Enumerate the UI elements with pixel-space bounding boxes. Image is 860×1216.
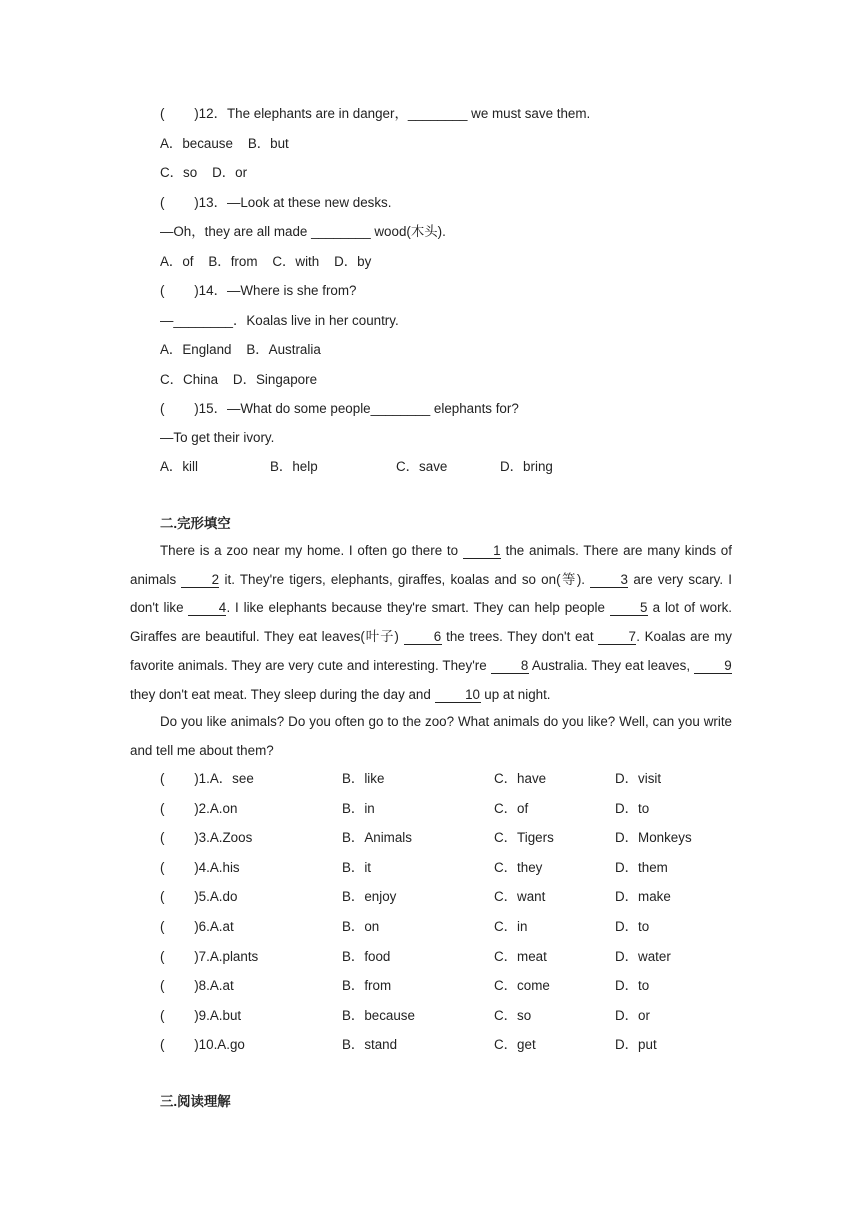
cloze-option-c: C．so (494, 1007, 532, 1023)
cloze-option-b: B．food (342, 948, 391, 964)
cloze-text: the trees. They don't eat (441, 629, 599, 645)
cloze-option-d: D．them (615, 859, 668, 875)
cloze-blank: 8 (491, 659, 529, 674)
cloze-option-b: B．on (342, 919, 380, 934)
question-15-option-b: B．help (270, 459, 318, 474)
cloze-option-c: C．want (494, 889, 546, 905)
cloze-option-d: D．to (615, 978, 650, 994)
cloze-question-stem: ( )9.A.but (160, 1007, 242, 1023)
question-12-stem: ( )12．The elephants are in danger，________ we must save them. (160, 106, 591, 121)
question-15-option-d: D．bring (500, 459, 553, 474)
cloze-option-c: C．get (494, 1037, 536, 1053)
cloze-option-c: C．of (494, 800, 529, 816)
cloze-blank: 7 (598, 630, 636, 645)
cloze-text: it. They're tigers, elephants, giraffes, koalas and so on(等). (219, 571, 591, 587)
question-14-reply: —________．Koalas live in her country. (160, 313, 399, 328)
cloze-option-c: C．meat (494, 948, 547, 964)
cloze-option-b: B．Animals (342, 830, 412, 846)
cloze-option-d: D．put (615, 1037, 657, 1053)
cloze-text: a lot of work. Giraffes are beautiful. They eat leaves(叶子) (130, 600, 732, 645)
cloze-question-stem: ( )2.A.on (160, 800, 238, 816)
cloze-blank: 1 (463, 544, 501, 559)
cloze-option-b: B．it (342, 859, 372, 875)
cloze-text: . Koalas are my favorite animals. They are very cute and interesting. They're (130, 629, 733, 673)
cloze-text: . I like elephants because they're smart. They can help people (226, 600, 610, 616)
question-12-options-cd: C．so D．or (160, 165, 248, 180)
cloze-option-c: C．Tigers (494, 830, 554, 846)
question-13-reply: —Oh，they are all made ________ wood(木头). (160, 224, 446, 239)
cloze-option-c: C．have (494, 771, 547, 786)
cloze-blank: 6 (404, 630, 442, 645)
question-13-options: A．of B．from C．with D．by (160, 254, 372, 269)
cloze-blank: 3 (590, 573, 628, 588)
cloze-option-d: D．or (615, 1007, 650, 1023)
question-15-option-c: C．save (396, 459, 448, 474)
cloze-question-stem: ( )7.A.plants (160, 948, 259, 964)
cloze-passage-paragraph-2: Do you like animals? Do you often go to the zoo? What animals do you like? Well, can you write and tell me about them? (130, 714, 732, 758)
cloze-option-d: D．Monkeys (615, 830, 692, 846)
cloze-text: they don't eat meat. They sleep during the day and (130, 686, 435, 702)
cloze-text: up at night. (480, 686, 551, 702)
cloze-blank: 5 (610, 601, 648, 616)
section-3-heading: 三.阅读理解 (160, 1094, 231, 1109)
cloze-option-b: B．like (342, 771, 385, 786)
cloze-option-c: C．come (494, 978, 550, 994)
cloze-question-stem: ( )8.A.at (160, 978, 234, 994)
question-15-option-a: A．kill (160, 459, 198, 474)
question-13-stem: ( )13．—Look at these new desks. (160, 195, 392, 210)
cloze-option-d: D．to (615, 800, 650, 816)
question-14-stem: ( )14．—Where is she from? (160, 283, 357, 298)
cloze-question-stem: ( )6.A.at (160, 919, 234, 934)
question-12-options-ab: A．because B．but (160, 136, 289, 151)
cloze-question-stem: ( )4.A.his (160, 859, 240, 875)
section-2-heading: 二.完形填空 (160, 516, 231, 531)
cloze-question-stem: ( )5.A.do (160, 889, 238, 905)
cloze-option-b: B．because (342, 1007, 415, 1023)
cloze-option-d: D．to (615, 919, 650, 934)
cloze-option-d: D．visit (615, 771, 662, 786)
cloze-blank: 10 (435, 688, 481, 703)
cloze-blank: 4 (188, 601, 226, 616)
cloze-option-b: B．in (342, 800, 375, 816)
cloze-text: the animals. There are many kinds of animals (130, 543, 732, 587)
cloze-question-stem: ( )1.A．see (160, 771, 254, 786)
cloze-option-c: C．in (494, 919, 528, 934)
question-15-stem: ( )15．—What do some people________ elephants for? (160, 401, 519, 416)
cloze-text: Australia. They eat leaves, (528, 657, 694, 673)
cloze-text: There is a zoo near my home. I often go there to (160, 543, 463, 558)
cloze-blank: 9 (694, 659, 732, 674)
cloze-option-b: B．stand (342, 1037, 398, 1053)
cloze-question-stem: ( )3.A.Zoos (160, 830, 253, 846)
cloze-blank: 2 (181, 573, 219, 588)
cloze-option-c: C．they (494, 859, 543, 875)
cloze-text: are very scary. I don't like (130, 571, 732, 616)
cloze-option-b: B．enjoy (342, 889, 397, 905)
cloze-option-b: B．from (342, 978, 392, 994)
cloze-question-stem: ( )10.A.go (160, 1037, 245, 1053)
cloze-option-d: D．water (615, 948, 671, 964)
cloze-option-d: D．make (615, 889, 671, 905)
cloze-passage-paragraph-1 (130, 537, 732, 709)
question-14-options-ab: A．England B．Australia (160, 342, 321, 357)
question-14-options-cd: C．China D．Singapore (160, 372, 318, 387)
question-15-reply: —To get their ivory. (160, 430, 275, 445)
